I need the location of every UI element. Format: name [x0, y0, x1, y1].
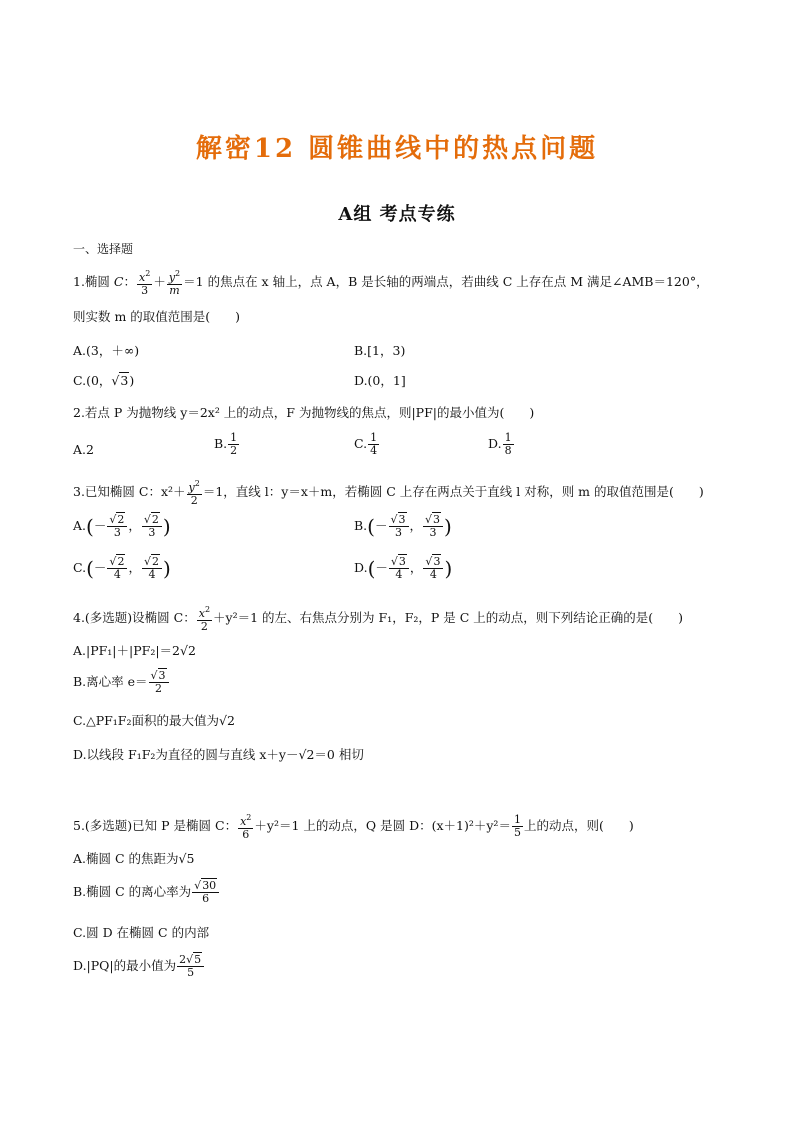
question-1-line-1: 1.椭圆 C： $\frac{x^2}{3}$ ＋ $\frac{y^2}{m}$ ＝1 的焦点在 x 轴上，点 A，B 是长轴的两端点，若曲线 C 上存在点 M 满足∠AMB＝120°，: [73, 269, 709, 297]
q3-option-c: C.(－ $\frac{√2}{4}$ ， $\frac{√2}{4}$ ): [73, 555, 171, 581]
q5-option-d: D.|PQ|的最小值为 $\frac{2√5}{5}$: [73, 954, 205, 979]
question-4-text: 4.(多选题)设椭圆 C： $\frac{x^2}{2}$ ＋y²＝1 的左、右焦点分别为 F₁，F₂，P 是 C 上的动点，则下列结论正确的是( ): [73, 605, 684, 633]
q4-option-d: D.以线段 F₁F₂为直径的圆与直线 x＋y－√2＝0 相切: [73, 747, 364, 762]
question-1-line-2: 则实数 m 的取值范围是( ): [73, 309, 241, 324]
fraction: $\frac{y^2}{m}$: [168, 269, 181, 297]
q4-option-c: C.△PF₁F₂面积的最大值为√2: [73, 713, 235, 728]
q2-option-b: B. $\frac{1}{2}$: [214, 431, 238, 457]
q1-option-a: A.(3，＋∞): [73, 343, 140, 358]
section-heading: 一、选择题: [73, 242, 134, 256]
q1-option-d: D.(0，1]: [354, 373, 406, 388]
q5-option-c: C.圆 D 在椭圆 C 的内部: [73, 925, 210, 940]
q2-option-a: A.2: [73, 442, 94, 457]
question-5-text: 5.(多选题)已知 P 是椭圆 C： $\frac{x^2}{6}$ ＋y²＝1 上的动点，Q 是圆 D：(x＋1)²＋y²＝ $\frac{1}{5}$ 上的动点，则( ): [73, 813, 634, 841]
question-2-text: 2.若点 P 为抛物线 y＝2x² 上的动点，F 为抛物线的焦点，则|PF|的最小值为( ): [73, 405, 535, 420]
group-subtitle: A组 考点专练: [338, 204, 456, 225]
q3-option-d: D.(－ $\frac{√3}{4}$ ， $\frac{√3}{4}$ ): [354, 555, 453, 581]
q2-option-d: D. $\frac{1}{8}$: [488, 431, 512, 457]
q1-option-c: C.(0，√3): [73, 373, 135, 388]
question-3-text: 3.已知椭圆 C：x²＋ $\frac{y^2}{2}$ ＝1，直线 l：y＝x＋m，若椭圆 C 上存在两点关于直线 l 对称，则 m 的取值范围是( ): [73, 479, 704, 507]
q5-option-a: A.椭圆 C 的焦距为√5: [73, 851, 195, 866]
q3-option-b: B.(－ $\frac{√3}{3}$ ， $\frac{√3}{3}$ ): [354, 513, 452, 539]
q5-option-b: B.椭圆 C 的离心率为 $\frac{√30}{6}$: [73, 880, 220, 905]
q2-option-c: C. $\frac{1}{4}$: [354, 431, 378, 457]
q4-option-a: A.|PF₁|＋|PF₂|＝2√2: [73, 643, 196, 658]
q4-option-b: B.离心率 e＝ $\frac{√3}{2}$: [73, 670, 170, 695]
fraction: $\frac{x^2}{3}$: [139, 269, 151, 297]
q3-option-a: A.(－ $\frac{√2}{3}$ ， $\frac{√2}{3}$ ): [73, 513, 171, 539]
page-title: 解密12 圆锥曲线中的热点问题: [195, 134, 599, 164]
q1-option-b: B.[1，3): [354, 343, 406, 358]
